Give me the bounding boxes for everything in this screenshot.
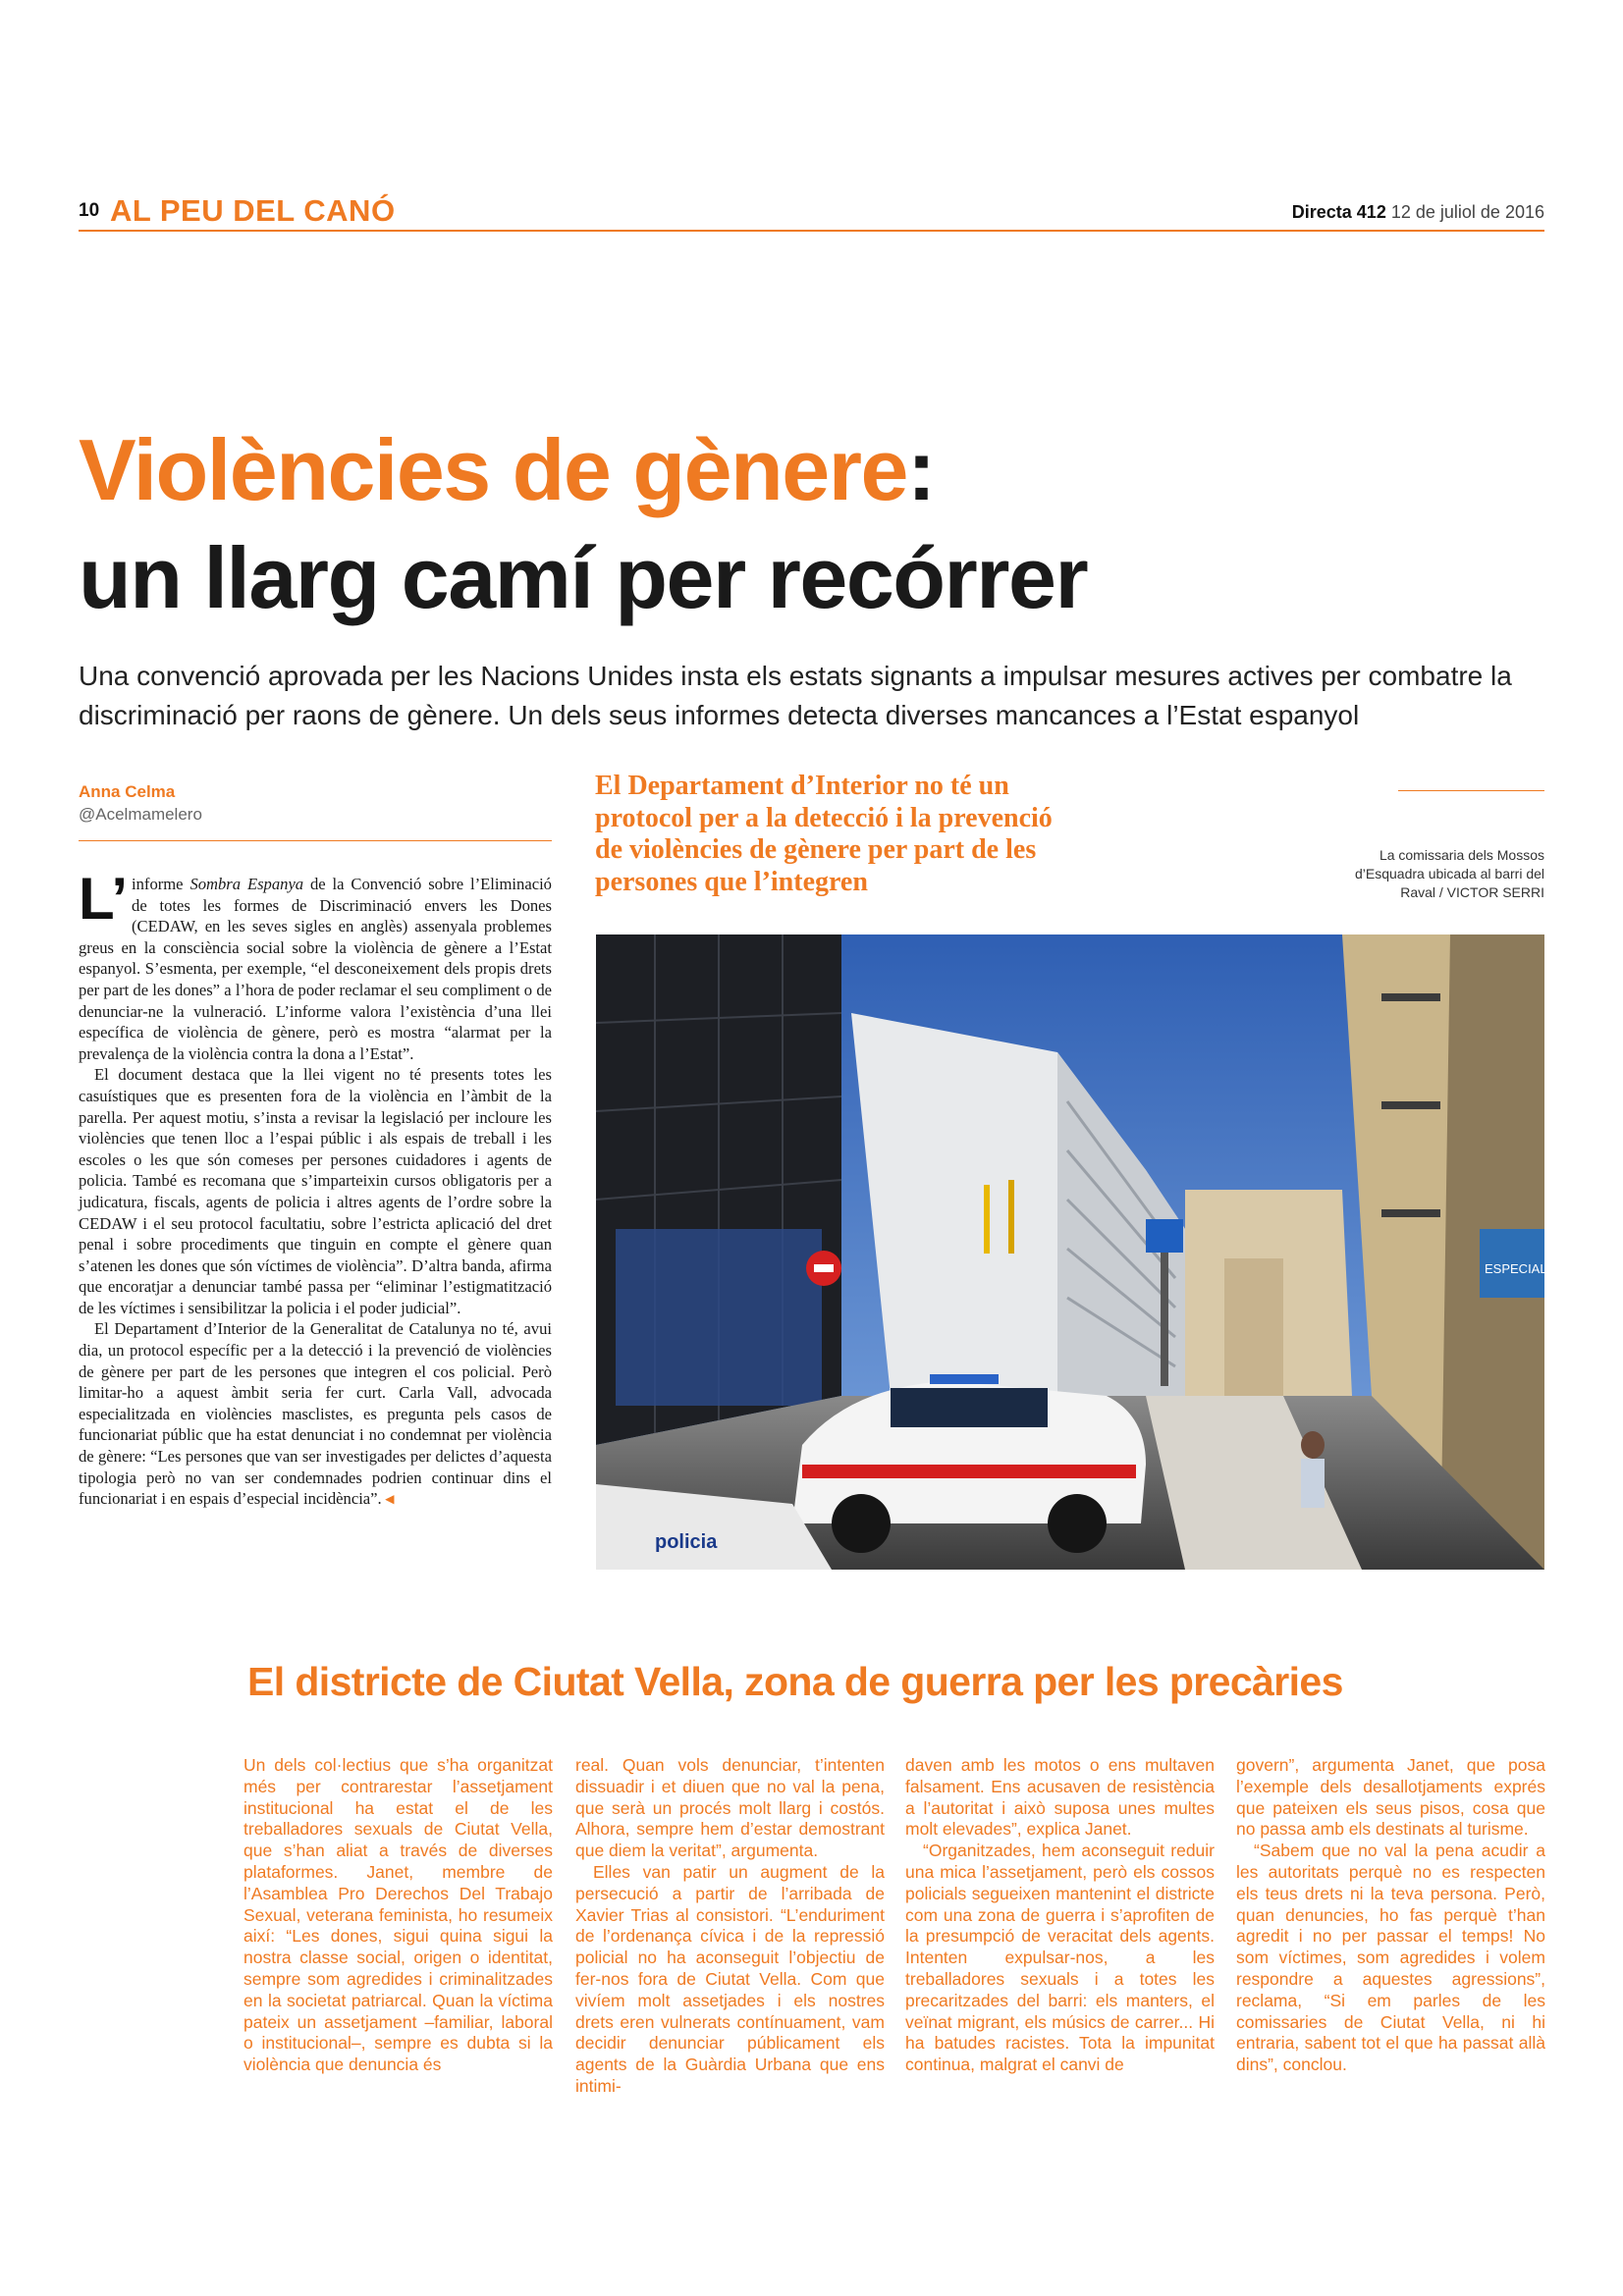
shop-sign-text: ESPECIALS bbox=[1485, 1261, 1556, 1276]
publication-info bbox=[1292, 202, 1544, 223]
column-paragraph: govern”, argumenta Janet, que posa l’exemple dels desallotjaments exprés que pateixen els seus pisos, cosa que no passa amb els destinats al turisme. bbox=[1236, 1755, 1545, 1840]
pedestrian-sign-icon bbox=[1146, 1219, 1183, 1253]
article-paragraph-2: El document destaca que la llei vigent no té presents totes les casuístiques que es presenten fora de la violència en l’àmbit de la parella. Per aquest motiu, s’insta a revisar la legislació per incloure les violències que tenen lloc a l’espai públic i als espais de treball i les escoles o les que són comeses per persones cuidadores i agents de policia. També es recomana que s’imparteixin cursos obligatoris per a judicatura, fiscals, agents de policia i altres agents de l’ordre sobre la CEDAW i el seu protocol facultatiu, sobre l’estricta aplicació del dret penal i sobre procediments que tinguin en compte el gènere quan s’atenen les dones que són víctimes de violència”. D’altra banda, afirma que encoratjar a denunciar també passa per “eliminar l’estigmatització de les víctimes i sensibilitzar la policia i el poder judicial”. bbox=[79, 1065, 552, 1317]
second-story-column-1 bbox=[243, 1755, 553, 2076]
photo-caption: La comissaria dels Mossos d’Esquadra ubicada al barri del Raval / VICTOR SERRI bbox=[1354, 847, 1544, 900]
glass-reflection bbox=[616, 1229, 822, 1406]
article-text: informe bbox=[132, 875, 190, 893]
section-title: AL PEU DEL CANÓ bbox=[110, 193, 396, 228]
second-story-column-2 bbox=[575, 1755, 885, 2098]
article-paragraph-3 bbox=[79, 1318, 552, 1509]
car-light-bar bbox=[930, 1374, 999, 1384]
headline-main: Violències de gènere bbox=[79, 421, 907, 518]
second-story-headline: El districte de Ciutat Vella, zona de guerra per les precàries bbox=[247, 1659, 1343, 1704]
article-text: de la Convenció sobre l’Eliminació de totes les formes de Discriminació envers les Dones (CEDAW, en les seves sigles en anglès) assenyala problemes greus en la consciència social sobre la violència de gènere a l’Estat espanyol. S’esmenta, per exemple, “el desconeixement dels propis drets per part de les dones” a l’hora de poder reclamar el seu compliment o de denunciar-ne la vulneració. L’informe valora l’existència d’una llei específica de violència de gènere, però es mostra “alarmat per la prevalença de la violència contra la dona a l’Estat”. bbox=[79, 875, 552, 1063]
headline-colon: : bbox=[906, 421, 935, 518]
author-name: Anna Celma bbox=[79, 782, 176, 801]
police-car-text: policia bbox=[655, 1531, 718, 1553]
column-paragraph: “Organitzades, hem aconseguit reduir una mica l’assetjament, però els cossos policials segueixen mantenint el districte com una zona de guerra i s’aprofiten de la presumpció de veracitat dels agents. Intenten expulsar-nos, a les treballadores sexuals i a totes les precaritzades del barri: els manters, el veïnat migrant, els músics de carrer... Hi ha batudes racistes. Tota la impunitat continua, malgrat el canvi de bbox=[905, 1841, 1215, 2075]
header-rule bbox=[79, 230, 1544, 232]
distant-building bbox=[1224, 1258, 1283, 1396]
column-paragraph: daven amb les motos o ens multaven falsament. Ens acusaven de resistència a l’autoritat i això suposa unes multes molt elevades”, explica Janet. bbox=[905, 1755, 1215, 1840]
headline-line-2: un llarg camí per recórrer bbox=[79, 529, 1088, 626]
car-wheel bbox=[832, 1494, 891, 1553]
second-story-column-3 bbox=[905, 1755, 1215, 2076]
flag bbox=[984, 1185, 990, 1254]
pedestrian bbox=[1301, 1431, 1325, 1459]
article-body bbox=[79, 866, 552, 1510]
street-photo-illustration bbox=[596, 934, 1556, 1570]
column-paragraph: Un dels col·lectius que s’ha organitzat més per contrarestar l’assetjament institucional ha estat el de les treballadores sexuals de Ciutat Vella, que s’han aliat a través de diverses plataformes. Janet, membre de l’Asamblea Pro Derechos Del Trabajo Sexual, veterana feminista, ho resumeix així: “Les dones, sigui quina sigui la nostra classe social, origen o identitat, sempre som agredides i criminalitzades en la societat patriarcal. Quan la víctima pateix un assetjament –familiar, laboral o institucional–, sempre es dubta si la violència que denuncia és bbox=[243, 1755, 553, 2075]
page-number: 10 bbox=[79, 200, 100, 221]
drop-cap: L’ bbox=[79, 866, 129, 932]
caption-rule bbox=[1398, 790, 1544, 791]
publication-date: 12 de juliol de 2016 bbox=[1390, 202, 1544, 222]
article-text: El Departament d’Interior de la Generalitat de Catalunya no té, avui dia, un protocol específic per a la detecció i la prevenció de violències de gènere per part de les persones que integren el cos policial. Però limitar-ho a aquest àmbit seria fer curt. Carla Vall, advocada especialitzada en violències masclistes, es pregunta pels casos de funcionariat públic que ha estat denunciat i no condemnat per violència de gènere: “Les persones que van ser investigades per delictes d’aquesta tipologia però no van ser condemnades podrien continuar dins el funcionariat i en espais d’especial incidència”. bbox=[79, 1319, 552, 1509]
column-paragraph: Elles van patir un augment de la persecució a partir de l’arribada de Xavier Trias al consistori. “L’enduriment de l’ordenança cívica i de la repressió policial no ha aconseguit l’objectiu de fer-nos fora de Ciutat Vella. Com que vivíem molt assetjades i els nostres drets eren vulnerats contínuament, vam decidir denunciar públicament els agents de la Guàrdia Urbana que ens intimi- bbox=[575, 1861, 885, 2096]
author-handle[interactable]: @Acelmamelero bbox=[79, 805, 202, 824]
second-story-column-4 bbox=[1236, 1755, 1545, 2076]
police-car-window bbox=[891, 1388, 1048, 1427]
byline-rule bbox=[79, 840, 552, 841]
headline-line-1 bbox=[79, 421, 935, 518]
column-paragraph: “Sabem que no val la pena acudir a les autoritats perquè no es respecten els teus drets ni la teva persona. Però, quan denuncies, ho fas perquè t’han agredit i no per passar el temps! No som víctimes, som agredides i volem respondre a aquestes agressions”, reclama, “Si em parles de les comissaries de Ciutat Vella, ni hi entraria, sabent tot el que ha passat allà dins”, conclou. bbox=[1236, 1841, 1545, 2075]
sign-pole bbox=[1161, 1249, 1168, 1386]
flag bbox=[1008, 1180, 1014, 1254]
column-paragraph: real. Quan vols denunciar, t’intenten dissuadir i et diuen que no val la pena, que serà un procés molt llarg i costós. Alhora, sempre hem d’estar demostrant que diem la veritat”, argumenta. bbox=[575, 1755, 885, 1861]
standfirst: Una convenció aprovada per les Nacions Unides insta els estats signants a impulsar mesures actives per combatre la discriminació per raons de gènere. Un dels seus informes detecta diverses mancances a l’Estat espanyol bbox=[79, 661, 1512, 730]
report-title: Sombra Espanya bbox=[189, 875, 304, 893]
article-paragraph-1 bbox=[79, 866, 552, 1064]
end-mark-icon: ◂ bbox=[385, 1489, 395, 1509]
publication-name: Directa 412 bbox=[1291, 202, 1386, 222]
car-wheel bbox=[1048, 1494, 1107, 1553]
pull-quote: El Departament d’Interior no té un protocol per a la detecció i la prevenció de violències de gènere per part de les persones que l’integren bbox=[595, 771, 1053, 897]
police-car-stripe bbox=[802, 1465, 1136, 1478]
street-photo bbox=[596, 934, 1556, 1570]
